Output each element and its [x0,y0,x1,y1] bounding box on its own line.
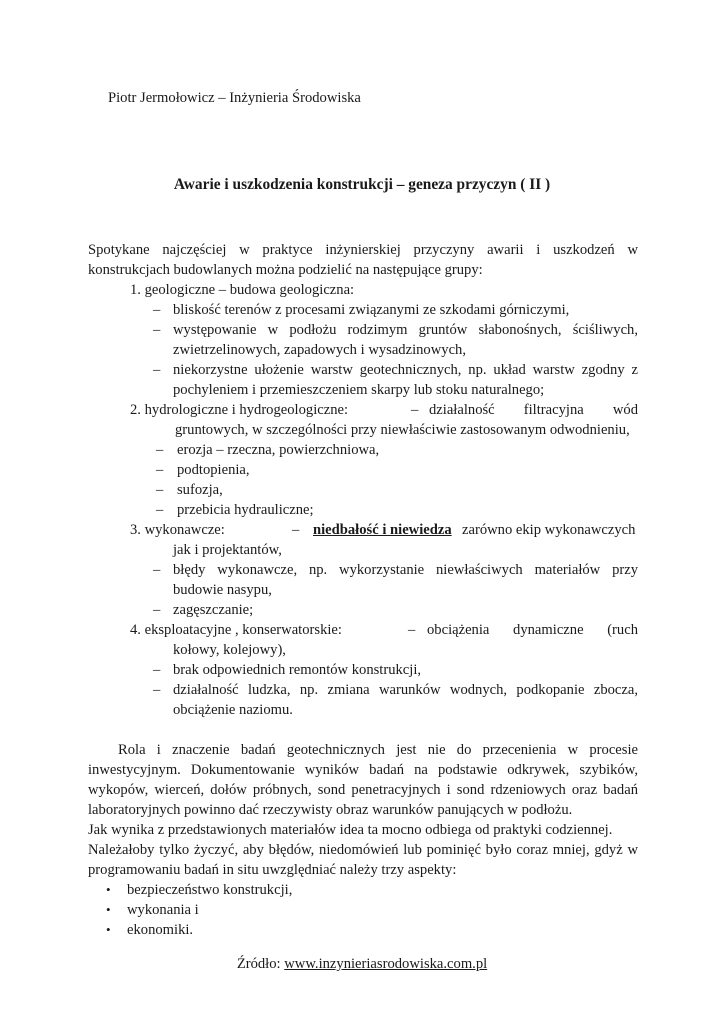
bullet-marker: • [106,882,111,897]
dash-marker: – [153,682,161,698]
para2-line-7: programowaniu badań in situ uwzględniać należy trzy aspekty: [88,862,457,878]
group-3-item-1-line-2: budowie nasypu, [173,582,272,598]
group-4-item-2-line-1: działalność ludzka, np. zmiana warunków wodnych, podkopanie zbocza, [173,682,638,698]
para2-line-3: wykopów, wierceń, dołów próbnych, sond penetracyjnych i sond rdzeniowych oraz badań [88,782,638,798]
dash-marker: – [153,302,161,318]
dash-marker: – [156,482,164,498]
group-1-item-3-line-1: niekorzystne ułożenie warstw geotechnicznych, np. układ warstw zgodny z [173,362,638,378]
bullet-marker: • [106,922,111,937]
dash-marker: – [411,402,419,418]
group-1-item-3-line-2: pochyleniem i przemieszczeniem skarpy lub stoku naturalnego; [173,382,545,398]
dash-marker: – [156,442,164,458]
para2-line-5: Jak wynika z przedstawionych materiałów idea ta mocno odbiega od praktyki codziennej. [88,822,613,838]
group-4-heading: 4. eksploatacyjne , konserwatorskie: [130,622,342,638]
group-2-continuation: gruntowych, w szczególności przy niewłaściwie zastosowanym odwodnieniu, [175,422,630,438]
aspect-item-1: bezpieczeństwo konstrukcji, [127,882,293,898]
group-2-item-2: podtopienia, [177,462,250,478]
group-4-item-1: brak odpowiednich remontów konstrukcji, [173,662,422,678]
dash-marker: – [153,322,161,338]
group-4-continuation: kołowy, kolejowy), [173,642,286,658]
dash-marker: – [292,522,300,538]
document-title: Awarie i uszkodzenia konstrukcji – geneza przyczyn ( II ) [173,176,551,193]
group-4-inline-text: obciążenia dynamiczne (ruch [427,622,638,638]
dash-marker: – [153,662,161,678]
dash-marker: – [153,562,161,578]
dash-marker: – [153,362,161,378]
dash-marker: – [156,502,164,518]
group-3-item-1-line-1: błędy wykonawcze, np. wykorzystanie niewłaściwych materiałów przy [173,562,638,578]
aspect-item-3: ekonomiki. [127,922,194,938]
para2-line-1: Rola i znaczenie badań geotechnicznych jest nie do przecenienia w procesie [118,742,638,758]
aspect-item-2: wykonania i [127,902,199,918]
group-3-emphasis: niedbałość i niewiedza [313,522,452,538]
dash-marker: – [408,622,416,638]
source-label: Źródło: [236,956,285,972]
dash-marker: – [156,462,164,478]
group-2-item-3: sufozja, [177,482,223,498]
group-3-continuation: jak i projektantów, [173,542,282,558]
group-2-item-4: przebicia hydrauliczne; [177,502,314,518]
bullet-marker: • [106,902,111,917]
source-footer [0,954,724,974]
group-2-item-1: erozja – rzeczna, powierzchniowa, [177,442,380,458]
para2-line-6: Należałoby tylko życzyć, aby błędów, niedomówień lub pominięć było coraz mniej, gdyż w [88,842,638,858]
para2-line-4: laboratoryjnych powinno dać rzeczywisty obraz warunków panujących w podłożu. [88,802,573,818]
group-3-inline-text: zarówno ekip wykonawczych [462,522,636,538]
group-1-item-2-line-2: zwietrzelinowych, zapadowych i wysadzinowych, [173,342,466,358]
group-2-heading: 2. hydrologiczne i hydrogeologiczne: [130,402,349,418]
source-link[interactable]: www.inzynieriasrodowiska.com.pl [284,956,488,972]
intro-line-1: Spotykane najczęściej w praktyce inżynierskiej przyczyny awarii i uszkodzeń w [88,242,638,258]
group-2-inline-text: działalność filtracyjna wód [429,402,638,418]
intro-line-2: konstrukcjach budowlanych można podzielić na następujące grupy: [88,262,483,278]
dash-marker: – [153,602,161,618]
group-1-heading: 1. geologiczne – budowa geologiczna: [130,282,355,298]
group-1-item-1: bliskość terenów z procesami związanymi ze szkodami górniczymi, [173,302,570,318]
group-1-item-2-line-1: występowanie w podłożu rodzimym gruntów słabonośnych, ściśliwych, [173,322,638,338]
group-3-heading: 3. wykonawcze: [130,522,225,538]
group-3-item-2: zagęszczanie; [173,602,254,618]
page-header: Piotr Jermołowicz – Inżynieria Środowiska [108,90,361,106]
group-4-item-2-line-2: obciążenie naziomu. [173,702,293,718]
para2-line-2: inwestycyjnym. Dokumentowanie wyników badań na podstawie odkrywek, szybików, [88,762,638,778]
